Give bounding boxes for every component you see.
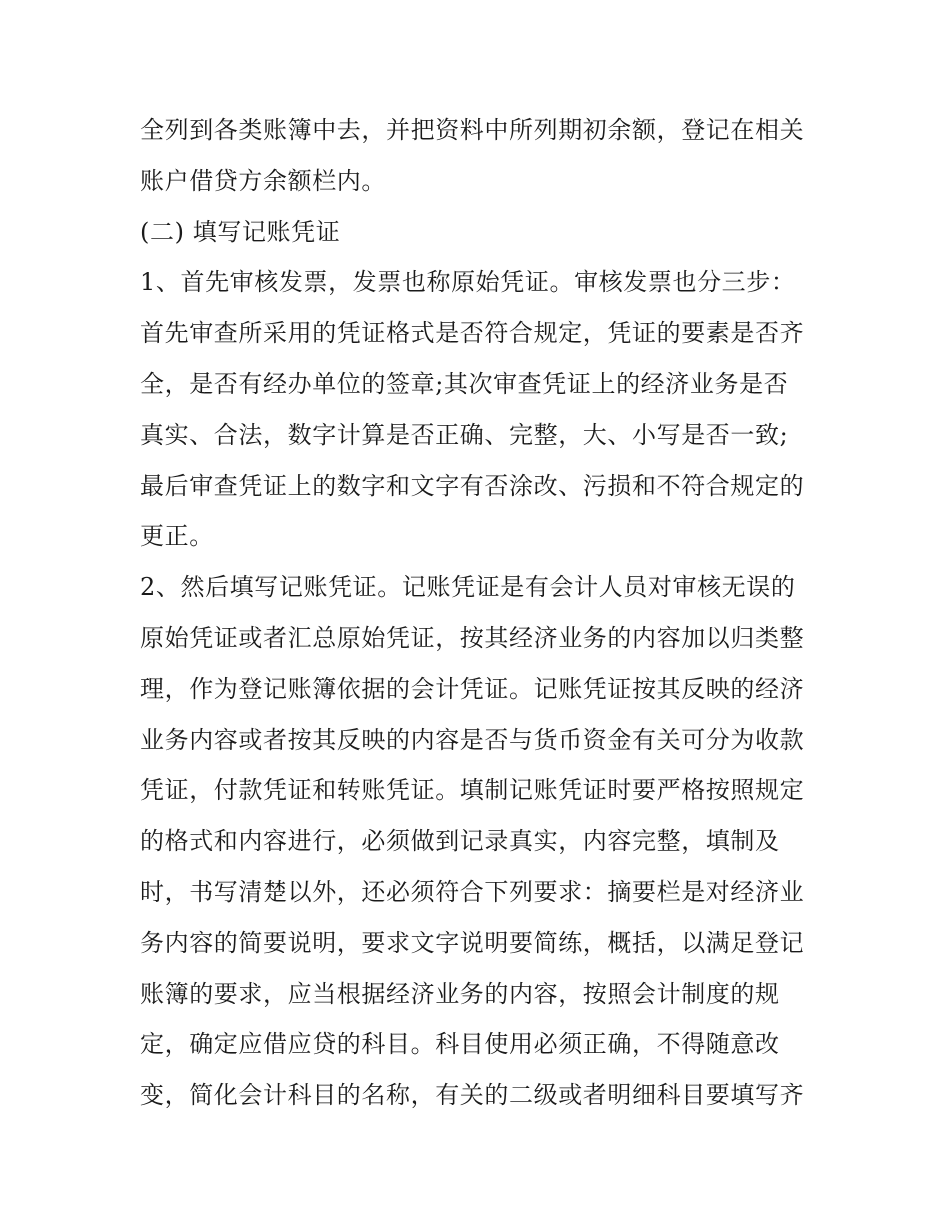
text-line: 账户借贷方余额栏内。 — [140, 166, 386, 195]
text-line: 业务内容或者按其反映的内容是否与货币资金有关可分为收款 — [140, 725, 805, 754]
text-line: 2、然后填写记账凭证。记账凭证是有会计人员对审核无误的 — [140, 573, 796, 602]
text-line: 凭证，付款凭证和转账凭证。填制记账凭证时要严格按照规定 — [140, 776, 805, 805]
text-line: 全，是否有经办单位的签章;其次审查凭证上的经济业务是否 — [140, 369, 789, 398]
document-page — [140, 110, 820, 1126]
text-line: 首先审查所采用的凭证格式是否符合规定，凭证的要素是否齐 — [140, 319, 805, 348]
text-line: 务内容的简要说明，要求文字说明要简练，概括，以满足登记 — [140, 928, 805, 957]
text-line: 更正。 — [140, 522, 214, 551]
text-line: 账簿的要求，应当根据经济业务的内容，按照会计制度的规 — [140, 979, 780, 1008]
section-heading: (二) 填写记账凭证 — [140, 217, 341, 246]
text-line: 时，书写清楚以外，还必须符合下列要求：摘要栏是对经济业 — [140, 877, 805, 906]
text-line: 1、首先审核发票，发票也称原始凭证。审核发票也分三步： — [140, 268, 796, 297]
text-line: 原始凭证或者汇总原始凭证，按其经济业务的内容加以归类整 — [140, 623, 805, 652]
text-line: 定，确定应借应贷的科目。科目使用必须正确，不得随意改 — [140, 1030, 780, 1059]
text-line: 理，作为登记账簿依据的会计凭证。记账凭证按其反映的经济 — [140, 674, 805, 703]
text-line: 变，简化会计科目的名称，有关的二级或者明细科目要填写齐 — [140, 1081, 805, 1110]
text-line: 真实、合法，数字计算是否正确、完整，大、小写是否一致; — [140, 420, 789, 449]
text-line: 全列到各类账簿中去，并把资料中所列期初余额，登记在相关 — [140, 116, 805, 144]
text-line: 的格式和内容进行，必须做到记录真实，内容完整，填制及 — [140, 827, 780, 856]
text-line: 最后审查凭证上的数字和文字有否涂改、污损和不符合规定的 — [140, 471, 805, 500]
